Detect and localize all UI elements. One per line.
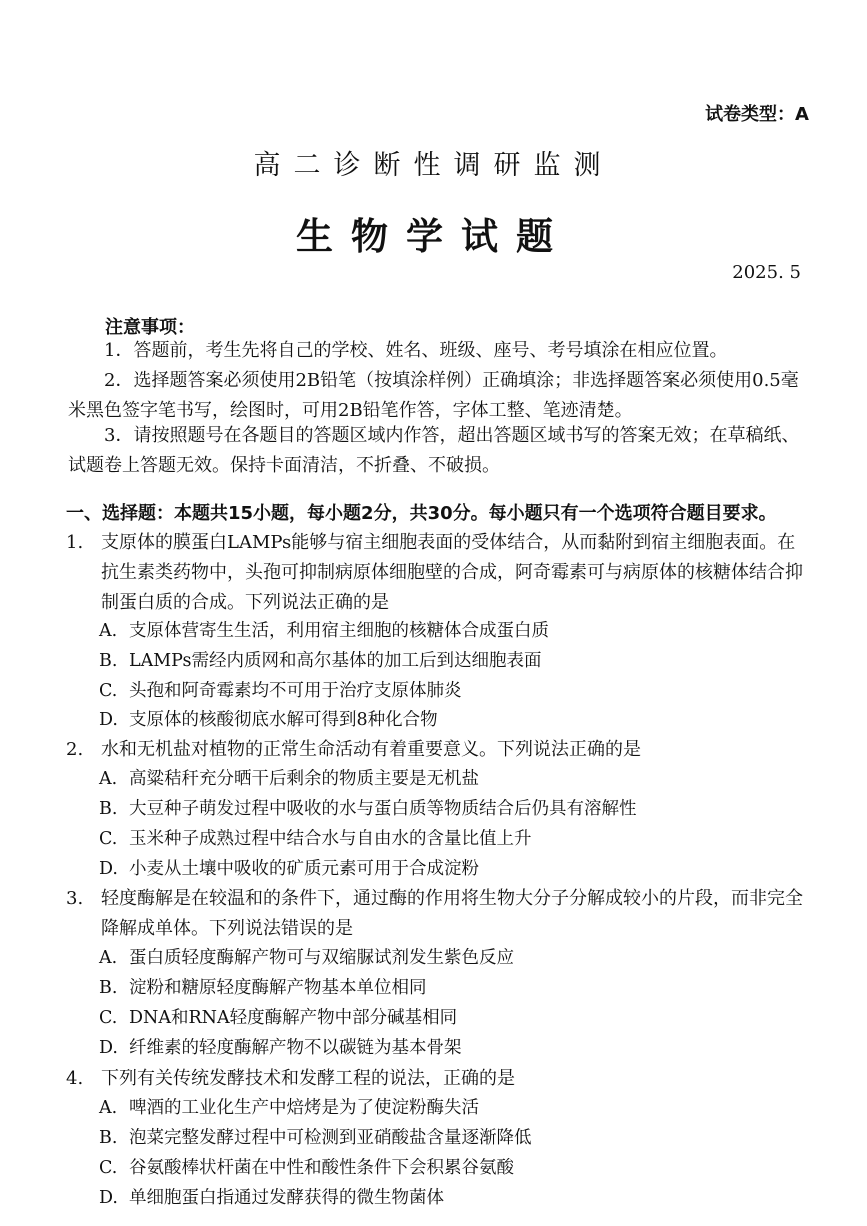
option-letter: B. — [99, 799, 118, 819]
section-heading: 一、选择题：本题共15小题，每小题2分，共30分。每小题只有一个选项符合题目要求。 — [66, 503, 777, 524]
option-letter: D. — [99, 1188, 118, 1208]
answer-option — [99, 1004, 457, 1029]
option-text: 支原体营寄生生活，利用宿主细胞的核糖体合成蛋白质 — [129, 621, 549, 641]
option-letter: B. — [99, 1128, 118, 1148]
option-text: 高粱秸秆充分晒干后剩余的物质主要是无机盐 — [129, 769, 479, 789]
notice-item: 1．答题前，考生先将自己的学校、姓名、班级、座号、考号填涂在相应位置。 — [104, 340, 728, 361]
question-number: 1. — [66, 532, 84, 553]
answer-option — [99, 1094, 479, 1119]
question-text: 轻度酶解是在较温和的条件下，通过酶的作用将生物大分子分解成较小的片段，而非完全降解成单体。下列说法错误的是 — [101, 888, 803, 939]
option-text: 淀粉和糖原轻度酶解产物基本单位相同 — [129, 978, 427, 998]
question-number: 4. — [66, 1068, 84, 1089]
question-number: 2. — [66, 739, 84, 760]
answer-option — [99, 795, 637, 820]
option-letter: A. — [99, 948, 118, 968]
option-letter: D. — [99, 710, 118, 730]
option-text: 谷氨酸棒状杆菌在中性和酸性条件下会积累谷氨酸 — [129, 1158, 514, 1178]
exam-date: 2025. 5 — [732, 262, 801, 283]
option-text: 大豆种子萌发过程中吸收的水与蛋白质等物质结合后仍具有溶解性 — [129, 799, 637, 819]
question-stem — [66, 884, 811, 944]
option-text: 蛋白质轻度酶解产物可与双缩脲试剂发生紫色反应 — [129, 948, 514, 968]
option-text: 玉米种子成熟过程中结合水与自由水的含量比值上升 — [129, 829, 532, 849]
answer-option — [99, 677, 462, 702]
option-letter: C. — [99, 681, 118, 701]
option-text: 泡菜完整发酵过程中可检测到亚硝酸盐含量逐渐降低 — [129, 1128, 532, 1148]
answer-option — [99, 974, 427, 999]
notice-title: 注意事项： — [105, 317, 195, 338]
answer-option — [99, 1124, 532, 1149]
option-text: 支原体的核酸彻底水解可得到8种化合物 — [129, 710, 438, 730]
option-text: DNA和RNA轻度酶解产物中部分碱基相同 — [129, 1008, 458, 1028]
question-stem — [66, 1064, 811, 1094]
option-text: 头孢和阿奇霉素均不可用于治疗支原体肺炎 — [129, 681, 462, 701]
exam-header: 高二诊断性调研监测 — [253, 150, 614, 181]
question-text: 支原体的膜蛋白LAMPs能够与宿主细胞表面的受体结合，从而黏附到宿主细胞表面。在抗生素类药物中，头孢可抑制病原体细胞壁的合成，阿奇霉素可与病原体的核糖体结合抑制蛋白质的合成。下列说法正确的是 — [101, 532, 803, 613]
option-letter: A. — [99, 621, 118, 641]
question-text: 水和无机盐对植物的正常生命活动有着重要意义。下列说法正确的是 — [101, 739, 641, 760]
option-letter: D. — [99, 859, 118, 879]
question-stem — [66, 735, 811, 765]
answer-option — [99, 855, 479, 880]
option-letter: A. — [99, 769, 118, 789]
answer-option — [99, 1034, 462, 1059]
question-stem — [66, 528, 811, 618]
option-letter: B. — [99, 651, 118, 671]
notice-item: 3．请按照题号在各题目的答题区域内作答，超出答题区域书写的答案无效；在草稿纸、试题卷上答题无效。保持卡面清洁，不折叠、不破损。 — [68, 425, 800, 476]
option-text: 单细胞蛋白指通过发酵获得的微生物菌体 — [129, 1188, 444, 1208]
question-number: 3. — [66, 888, 84, 909]
answer-option — [99, 617, 549, 642]
answer-option — [99, 944, 514, 969]
question-text: 下列有关传统发酵技术和发酵工程的说法，正确的是 — [101, 1068, 515, 1089]
option-letter: A. — [99, 1098, 118, 1118]
answer-option — [99, 706, 438, 731]
answer-option — [99, 1154, 514, 1179]
answer-option — [99, 1184, 444, 1209]
paper-type-label: 试卷类型：A — [705, 104, 809, 125]
option-text: LAMPs需经内质网和高尔基体的加工后到达细胞表面 — [129, 651, 542, 671]
answer-option — [99, 765, 479, 790]
option-text: 纤维素的轻度酶解产物不以碳链为基本骨架 — [129, 1038, 462, 1058]
option-letter: C. — [99, 829, 118, 849]
option-text: 啤酒的工业化生产中焙烤是为了使淀粉酶失活 — [129, 1098, 479, 1118]
notice-item: 2．选择题答案必须使用2B铅笔（按填涂样例）正确填涂；非选择题答案必须使用0.5毫米黑色签字笔书写，绘图时，可用2B铅笔作答，字体工整、笔迹清楚。 — [68, 370, 799, 421]
exam-title: 生物学试题 — [296, 215, 571, 258]
option-letter: B. — [99, 978, 118, 998]
option-letter: C. — [99, 1008, 118, 1028]
answer-option — [99, 647, 541, 672]
option-letter: C. — [99, 1158, 118, 1178]
answer-option — [99, 825, 532, 850]
option-text: 小麦从土壤中吸收的矿质元素可用于合成淀粉 — [129, 859, 479, 879]
option-letter: D. — [99, 1038, 118, 1058]
